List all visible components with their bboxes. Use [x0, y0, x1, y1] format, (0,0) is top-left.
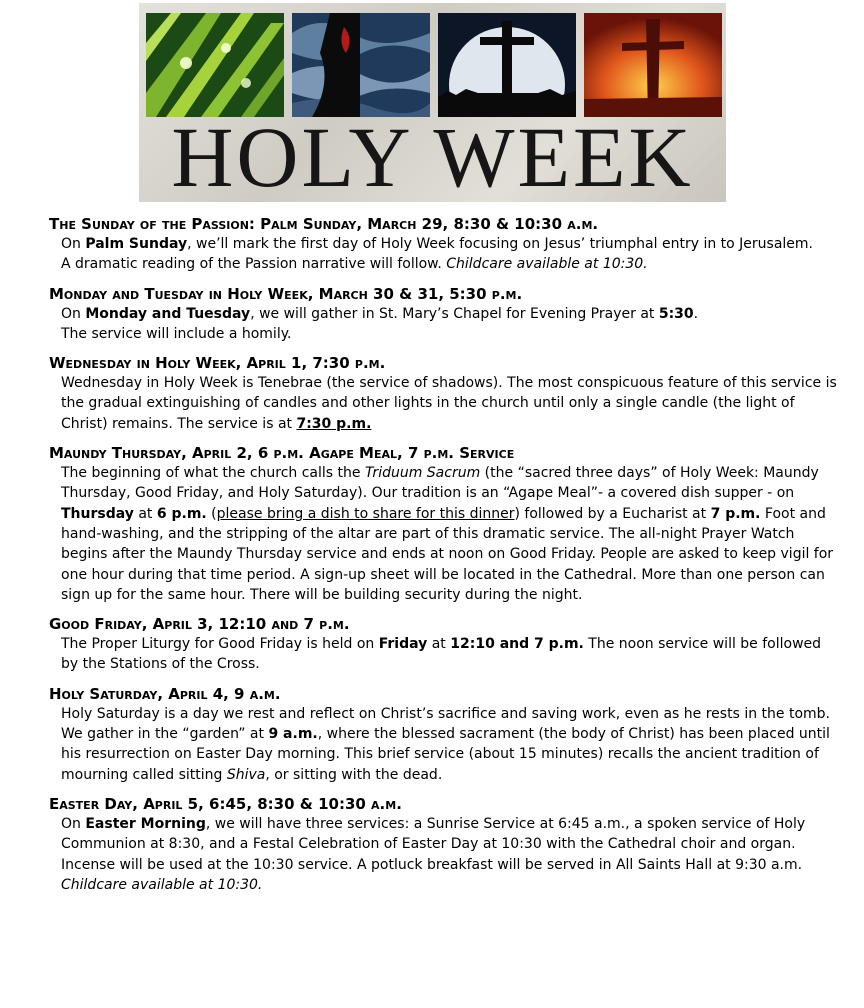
section-body: [61, 814, 839, 895]
section-heading: The Sunday of the Passion: Palm Sunday, March 29, 8:30 & 10:30 a.m.: [49, 215, 599, 233]
text: The Proper Liturgy for Good Friday is held on: [61, 636, 379, 653]
text: at: [427, 636, 451, 653]
text-bold: Easter Morning: [85, 815, 206, 832]
text: The noon service will be followed by the Stations of the Cross.: [61, 636, 822, 673]
section-wednesday: [49, 353, 839, 434]
text: On: [61, 305, 86, 322]
text: , or sitting with the dead.: [265, 766, 443, 783]
section-body: [61, 634, 839, 675]
text-italic: Childcare available at 10:30.: [446, 256, 648, 273]
text-bold: 9 a.m.: [268, 726, 318, 743]
banner-title: HOLY WEEK: [171, 109, 694, 205]
section-heading: Easter Day, April 5, 6:45, 8:30 & 10:30 a.m.: [49, 794, 402, 813]
text-bold: Friday: [378, 636, 428, 653]
section-body: [61, 463, 839, 605]
crucifix-moon-image: [438, 13, 576, 117]
section-good-friday: [49, 614, 839, 675]
section-maundy-thursday: [49, 443, 839, 605]
text: Wednesday in Holy Week is Tenebrae (the service of shadows). The most conspicuous feature of this service is the gradual extinguishing of candles and other lights in the church until only a single candle (the light of Christ) remains. The service is at: [61, 375, 837, 432]
section-heading: Holy Saturday, April 4, 9 a.m.: [49, 684, 281, 703]
text-bold-underlined: 7:30 p.m.: [296, 415, 372, 432]
text: On: [61, 815, 86, 832]
section-easter-day: [49, 794, 839, 895]
text: Holy Saturday is a day we rest and reflect on Christ’s sacrifice and saving work, even as he rests in the tomb. We gather in the “garden” at: [61, 705, 830, 743]
text: , where the blessed sacrament (the body of Christ) has been placed until his resurrection on Easter Day morning. This brief service (about 15 minutes) recalls the ancient tradition of mourning called sitting: [61, 726, 830, 783]
section-heading: Wednesday in Holy Week, April 1, 7:30 p.m.: [49, 354, 386, 373]
text: Foot and hand-washing, and the stripping of the altar are part of this dramatic service. The all-night Prayer Watch begins after the Maundy Thursday service and ends at noon on Good Friday. People are asked to keep vigil for one hour during that time period. A sign-up sheet will be located in the Cathedral. More than one person can sign up for the same hour. There will be building security during the night.: [61, 505, 834, 603]
text: (the “sacred three days” of Holy Week: Maundy Thursday, Good Friday, and Holy Saturday). Our tradition is an “Agape Meal”- a covered dish supper - on: [61, 465, 819, 502]
text-bold: 6 p.m.: [156, 505, 207, 522]
text: , we’ll mark the first day of Holy Week focusing on Jesus’ triumphal entry in to Jerusalem.: [187, 236, 813, 252]
section-heading: Good Friday, April 3, 12:10 and 7 p.m.: [49, 615, 350, 634]
section-heading: Monday and Tuesday in Holy Week, March 30 & 31, 5:30 p.m.: [49, 284, 523, 303]
cross-sunset-image: [584, 13, 722, 117]
text: , we will have three services: a Sunrise Service at 6:45 a.m., a spoken service of Holy Communion at 8:30, and a Festal Celebration of Easter Day at 10:30 with the Cathedral choir and organ. Incense will be used at the 10:30 service. A potluck breakfast will be served in All Saints Hall at 9:30 a.m.: [61, 815, 806, 873]
text: The service will include a homily.: [61, 325, 292, 342]
text-bold: 5:30: [658, 305, 694, 322]
text-bold: 12:10 and 7 p.m.: [450, 636, 584, 653]
text-italic: Childcare available at 10:30.: [61, 876, 263, 893]
section-body: [61, 304, 839, 345]
text: .: [693, 305, 699, 322]
text: ) followed by a Eucharist at: [514, 505, 711, 522]
section-monday-tuesday: [49, 284, 839, 345]
text: , we will gather in St. Mary’s Chapel for Evening Prayer at: [250, 305, 659, 322]
text-italic: Shiva: [226, 766, 266, 783]
text-bold: Palm Sunday: [85, 236, 188, 252]
chalice-image: [292, 13, 430, 117]
text-bold: 7 p.m.: [710, 505, 761, 522]
holy-week-banner: [139, 3, 726, 205]
text-bold: Monday and Tuesday: [85, 305, 251, 322]
text: The beginning of what the church calls the: [61, 465, 365, 482]
section-body: [61, 373, 839, 434]
palm-leaves-image: [146, 13, 284, 117]
section-heading: Maundy Thursday, April 2, 6 p.m. Agape Meal, 7 p.m. Service: [49, 444, 515, 463]
holy-week-schedule: [49, 214, 839, 904]
section-holy-saturday: [49, 684, 839, 785]
section-body: [61, 704, 839, 785]
text: at: [133, 505, 157, 522]
text: On: [61, 236, 86, 252]
text-italic: Triduum Sacrum: [364, 465, 481, 482]
section-palm-sunday: [49, 214, 839, 275]
text: A dramatic reading of the Passion narrative will follow.: [61, 256, 447, 273]
text-underlined: please bring a dish to share for this dinner: [216, 505, 515, 522]
text-bold: Thursday: [61, 505, 134, 522]
section-body: [61, 234, 839, 275]
text: (: [206, 505, 217, 522]
